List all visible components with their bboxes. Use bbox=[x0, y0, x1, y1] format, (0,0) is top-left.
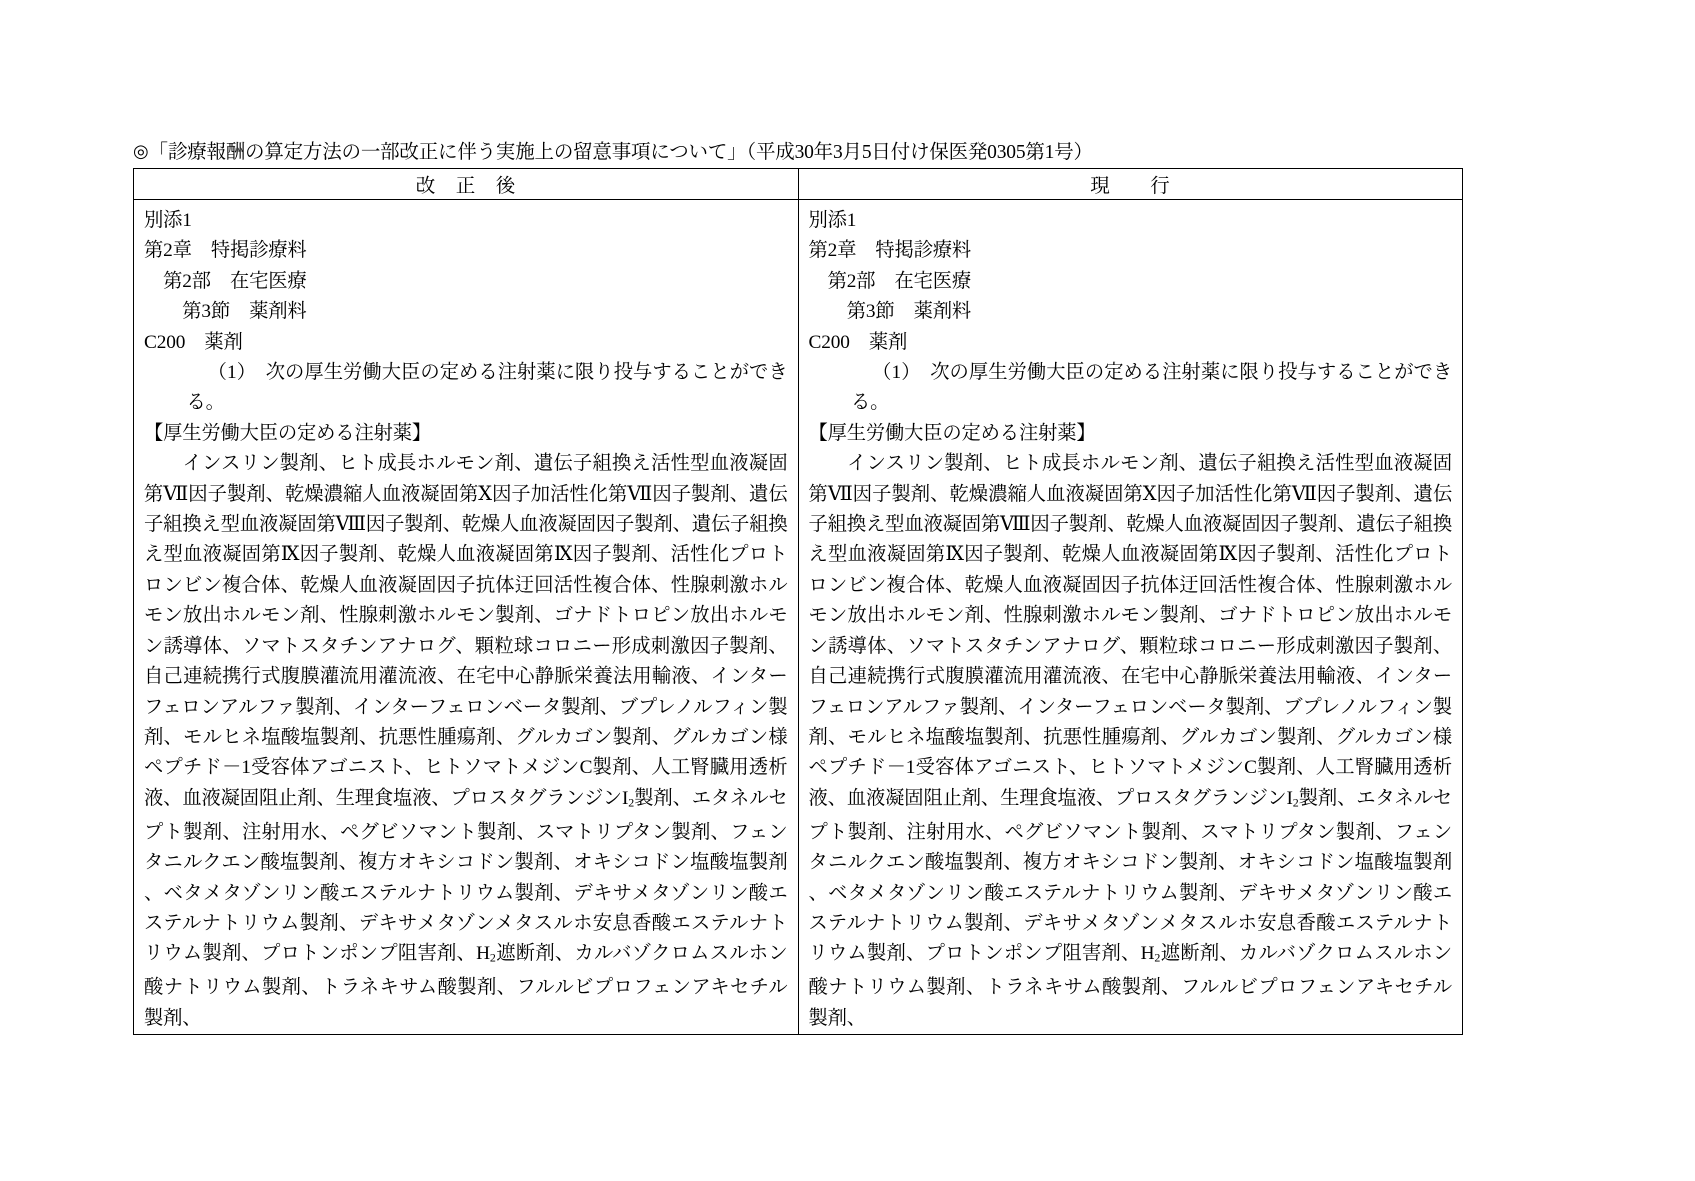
bullet-mark-icon: ◎ bbox=[133, 141, 149, 161]
heading-line-bessi: 別添1 bbox=[144, 210, 192, 231]
h2-blocker-subscript: 2 bbox=[1154, 951, 1161, 965]
prostaglandin-subscript: 2 bbox=[628, 795, 635, 810]
document-title-text: 「診療報酬の算定方法の一部改正に伴う実施上の留意事項について」（平成30年3月5日付け保医発0305第1号） bbox=[148, 142, 1093, 163]
drug-list-paragraph bbox=[809, 449, 1453, 1034]
prostaglandin-subscript: 2 bbox=[1292, 795, 1299, 810]
document-title bbox=[133, 138, 1463, 166]
column-header-revised: 改 正 後 bbox=[134, 169, 799, 200]
item-1-paragraph: （1） 次の厚生労働大臣の定める注射薬に限り投与することができる。 bbox=[850, 362, 1452, 414]
drug-list-part3: 遮断剤、カルバゾクロムスルホン酸ナトリウム製剤、トラネキサム酸製剤、フルルビプロフェンアキセチル製剤、 bbox=[808, 943, 1452, 1029]
cell-current bbox=[798, 200, 1463, 1035]
table-header-row bbox=[134, 169, 1463, 200]
table-body-row bbox=[134, 200, 1463, 1035]
drug-list-part2: 製剤、エタネルセプト製剤、注射用水、ペグビソマント製剤、スマトリプタン製剤、フェンタニルクエン酸塩製剤、複方オキシコドン製剤、オキシコドン塩酸塩製剤、ベタメタゾンリン酸エステルナトリウム製剤、デキサメタゾンリン酸エステルナトリウム製剤、デキサメタゾンメタスルホ安息香酸エステルナトリウム製剤、プロトンポンプ阻害剤、H bbox=[144, 787, 788, 965]
drug-list-part1: インスリン製剤、ヒト成長ホルモン剤、遺伝子組換え活性型血液凝固第Ⅶ因子製剤、乾燥濃縮人血液凝固第Ⅹ因子加活性化第Ⅶ因子製剤、遺伝子組換え型血液凝固第Ⅷ因子製剤、乾燥人血液凝固因子製剤、遺伝子組換え型血液凝固第Ⅸ因子製剤、乾燥人血液凝固第Ⅸ因子製剤、活性化プロトロンビン複合体、乾燥人血液凝固因子抗体迂回活性複合体、性腺刺激ホルモン放出ホルモン剤、性腺刺激ホルモン製剤、ゴナドトロピン放出ホルモン誘導体、ソマトスタチンアナログ、顆粒球コロニー形成刺激因子製剤、自己連続携行式腹膜灌流用灌流液、在宅中心静脈栄養法用輸液、インターフェロンアルファ製剤、インターフェロンベータ製剤、ブプレノルフィン製剤、モルヒネ塩酸塩製剤、抗悪性腫瘍剤、グルカゴン製剤、グルカゴン様ペプチド－1受容体アゴニスト、ヒトソマトメジンC製剤、人工腎臓用透析液、血液凝固阻止剤、生理食塩液、プロスタグランジンI bbox=[808, 453, 1452, 809]
item-1-paragraph: （1） 次の厚生労働大臣の定める注射薬に限り投与することができる。 bbox=[186, 362, 788, 414]
bracket-heading: 【厚生労働大臣の定める注射薬】 bbox=[144, 422, 431, 444]
drug-list-part3: 遮断剤、カルバゾクロムスルホン酸ナトリウム製剤、トラネキサム酸製剤、フルルビプロフェンアキセチル製剤、 bbox=[144, 943, 788, 1029]
heading-line-code-c200: C200 薬剤 bbox=[808, 331, 908, 353]
heading-line-section: 第3節 薬剤料 bbox=[144, 301, 307, 323]
heading-line-part: 第2部 在宅医療 bbox=[808, 270, 972, 292]
drug-list-part1: インスリン製剤、ヒト成長ホルモン剤、遺伝子組換え活性型血液凝固第Ⅶ因子製剤、乾燥濃縮人血液凝固第Ⅹ因子加活性化第Ⅶ因子製剤、遺伝子組換え型血液凝固第Ⅷ因子製剤、乾燥人血液凝固因子製剤、遺伝子組換え型血液凝固第Ⅸ因子製剤、乾燥人血液凝固第Ⅸ因子製剤、活性化プロトロンビン複合体、乾燥人血液凝固因子抗体迂回活性複合体、性腺刺激ホルモン放出ホルモン剤、性腺刺激ホルモン製剤、ゴナドトロピン放出ホルモン誘導体、ソマトスタチンアナログ、顆粒球コロニー形成刺激因子製剤、自己連続携行式腹膜灌流用灌流液、在宅中心静脈栄養法用輸液、インターフェロンアルファ製剤、インターフェロンベータ製剤、ブプレノルフィン製剤、モルヒネ塩酸塩製剤、抗悪性腫瘍剤、グルカゴン製剤、グルカゴン様ペプチド－1受容体アゴニスト、ヒトソマトメジンC製剤、人工腎臓用透析液、血液凝固阻止剤、生理食塩液、プロスタグランジンI bbox=[144, 453, 788, 809]
heading-line-section: 第3節 薬剤料 bbox=[808, 301, 972, 323]
revised-column-body bbox=[144, 206, 788, 1034]
current-column-body bbox=[809, 206, 1453, 1034]
column-header-current: 現 行 bbox=[798, 169, 1463, 200]
drug-list-paragraph bbox=[144, 449, 788, 1034]
comparison-table bbox=[133, 168, 1463, 1035]
bracket-heading: 【厚生労働大臣の定める注射薬】 bbox=[808, 422, 1096, 444]
h2-blocker-subscript: 2 bbox=[489, 951, 496, 965]
cell-revised bbox=[134, 200, 799, 1035]
drug-list-part2: 製剤、エタネルセプト製剤、注射用水、ペグビソマント製剤、スマトリプタン製剤、フェンタニルクエン酸塩製剤、複方オキシコドン製剤、オキシコドン塩酸塩製剤、ベタメタゾンリン酸エステルナトリウム製剤、デキサメタゾンリン酸エステルナトリウム製剤、デキサメタゾンメタスルホ安息香酸エステルナトリウム製剤、プロトンポンプ阻害剤、H bbox=[808, 787, 1452, 965]
heading-line-code-c200: C200 薬剤 bbox=[144, 331, 243, 353]
heading-line-bessi: 別添1 bbox=[808, 210, 857, 231]
heading-line-part: 第2部 在宅医療 bbox=[144, 270, 307, 292]
heading-line-chapter: 第2章 特掲診療料 bbox=[144, 240, 307, 262]
heading-line-chapter: 第2章 特掲診療料 bbox=[808, 240, 972, 262]
